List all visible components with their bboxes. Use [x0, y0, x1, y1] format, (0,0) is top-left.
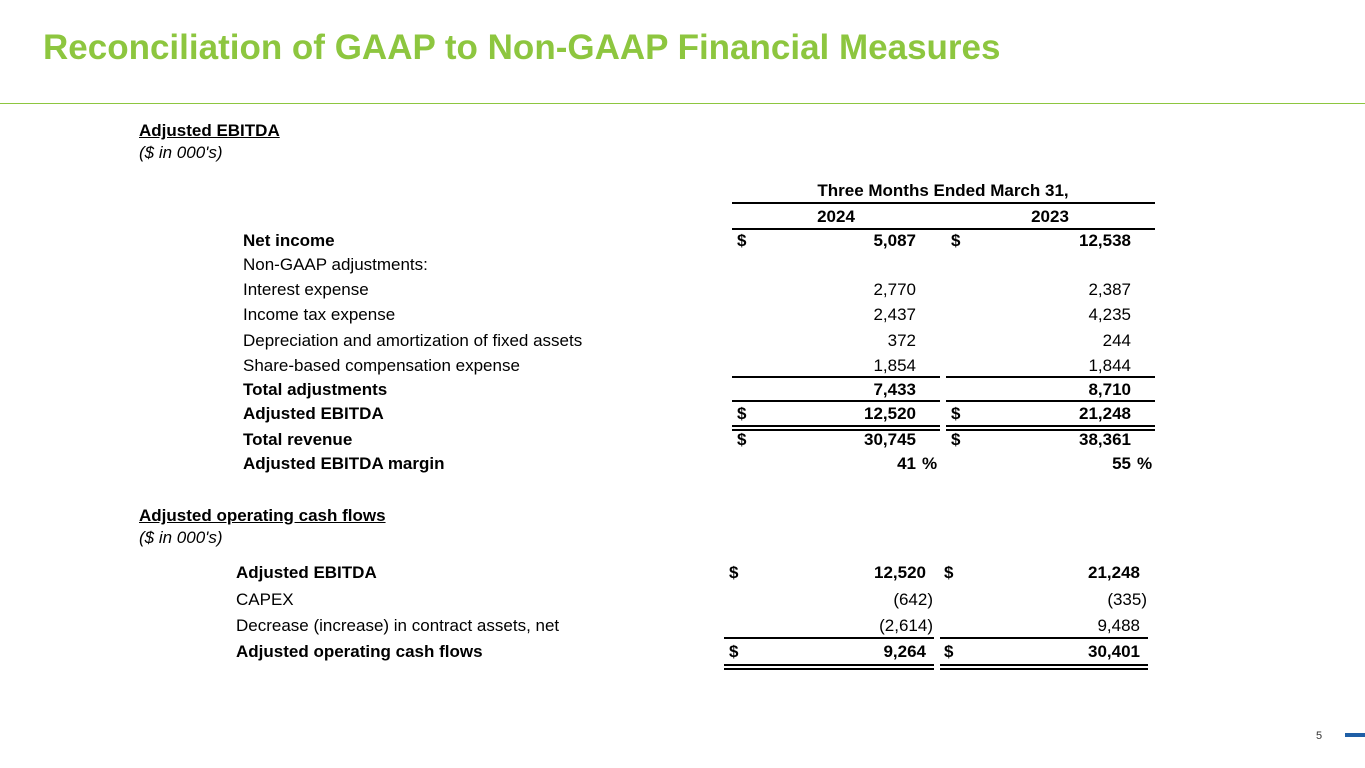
page-title: Reconciliation of GAAP to Non-GAAP Financial Measures: [43, 28, 1001, 67]
cashflow-row-label: Adjusted EBITDA: [236, 563, 377, 582]
cashflow-row-value-2023: 9,488: [1097, 616, 1140, 635]
ebitda-row-label: Adjusted EBITDA: [243, 404, 384, 423]
ebitda-row-label: Net income: [243, 231, 335, 250]
currency-symbol: $: [951, 404, 961, 423]
subtotal-rule-2023: [946, 376, 1155, 378]
currency-symbol: $: [944, 642, 954, 661]
currency-symbol: $: [951, 231, 961, 250]
ebitda-row-label: Total revenue: [243, 430, 353, 449]
ebitda-row-label: Depreciation and amortization of fixed assets: [243, 331, 583, 350]
ebitda-row-value-2023: 1,844: [1088, 356, 1131, 375]
ebitda-row-label: Interest expense: [243, 280, 369, 299]
ebitda-row-label: Adjusted EBITDA margin: [243, 454, 445, 473]
ebitda-row-value-2024: 5,087: [873, 231, 916, 250]
ebitda-row-value-2023: 244: [1102, 331, 1131, 350]
ebitda-row-label: Total adjustments: [243, 380, 388, 399]
year-header-rule: [732, 228, 1155, 230]
percent-symbol: %: [1137, 454, 1153, 473]
ebitda-margin-2023: 55: [1112, 454, 1131, 473]
total-rule-2024: [732, 400, 940, 402]
ebitda-row-value-2023: 4,235: [1088, 305, 1131, 324]
cashflow-row-value-2023: 30,401: [1088, 642, 1140, 661]
year-2023-header: 2023: [1031, 207, 1069, 226]
cashflow-subtotal-rule-2023: [940, 637, 1148, 639]
ebitda-section-subtitle: ($ in 000's): [139, 143, 223, 162]
cashflow-row-value-2024: 12,520: [874, 563, 926, 582]
ebitda-section-title: Adjusted EBITDA: [139, 121, 280, 140]
cashflow-row-value-2024: (642): [893, 590, 933, 609]
cashflow-section-title: Adjusted operating cash flows: [139, 506, 386, 525]
cashflow-row-label: CAPEX: [236, 590, 294, 609]
currency-symbol: $: [737, 430, 747, 449]
ebitda-row-value-2023: 38,361: [1079, 430, 1131, 449]
ebitda-row-value-2024: 7,433: [873, 380, 916, 399]
cashflow-section-subtitle: ($ in 000's): [139, 528, 223, 547]
ebitda-row-value-2023: 2,387: [1088, 280, 1131, 299]
cashflow-row-value-2023: 21,248: [1088, 563, 1140, 582]
ebitda-row-value-2024: 372: [887, 331, 916, 350]
cashflow-subtotal-rule-2024: [724, 637, 934, 639]
total-rule-2023: [946, 400, 1155, 402]
ebitda-row-value-2024: 1,854: [873, 356, 916, 375]
ebitda-row-value-2023: 21,248: [1079, 404, 1131, 423]
period-header: Three Months Ended March 31,: [817, 181, 1069, 200]
ebitda-row-label: Non-GAAP adjustments:: [243, 255, 428, 274]
cashflow-row-value-2023: (335): [1107, 590, 1147, 609]
currency-symbol: $: [951, 430, 961, 449]
ebitda-row-value-2023: 8,710: [1088, 380, 1131, 399]
ebitda-row-label: Income tax expense: [243, 305, 396, 324]
cashflow-row-label: Adjusted operating cash flows: [236, 642, 483, 661]
cashflow-double-rule-2024: [724, 664, 934, 670]
currency-symbol: $: [729, 642, 739, 661]
cashflow-row-value-2024: 9,264: [883, 642, 926, 661]
ebitda-row-value-2023: 12,538: [1079, 231, 1131, 250]
title-divider: [0, 103, 1365, 104]
currency-symbol: $: [737, 404, 747, 423]
currency-symbol: $: [737, 231, 747, 250]
page-number: 5: [1316, 730, 1323, 742]
currency-symbol: $: [729, 563, 739, 582]
ebitda-row-value-2024: 2,437: [873, 305, 916, 324]
currency-symbol: $: [944, 563, 954, 582]
subtotal-rule-2024: [732, 376, 940, 378]
cashflow-row-label: Decrease (increase) in contract assets, net: [236, 616, 560, 635]
ebitda-row-value-2024: 12,520: [864, 404, 916, 423]
ebitda-margin-2024: 41: [897, 454, 916, 473]
accent-bar: [1345, 733, 1365, 737]
cashflow-double-rule-2023: [940, 664, 1148, 670]
period-header-rule: [732, 202, 1155, 204]
ebitda-row-value-2024: 2,770: [873, 280, 916, 299]
cashflow-row-value-2024: (2,614): [879, 616, 933, 635]
percent-symbol: %: [922, 454, 938, 473]
ebitda-row-value-2024: 30,745: [864, 430, 916, 449]
ebitda-row-label: Share-based compensation expense: [243, 356, 520, 375]
year-2024-header: 2024: [817, 207, 855, 226]
